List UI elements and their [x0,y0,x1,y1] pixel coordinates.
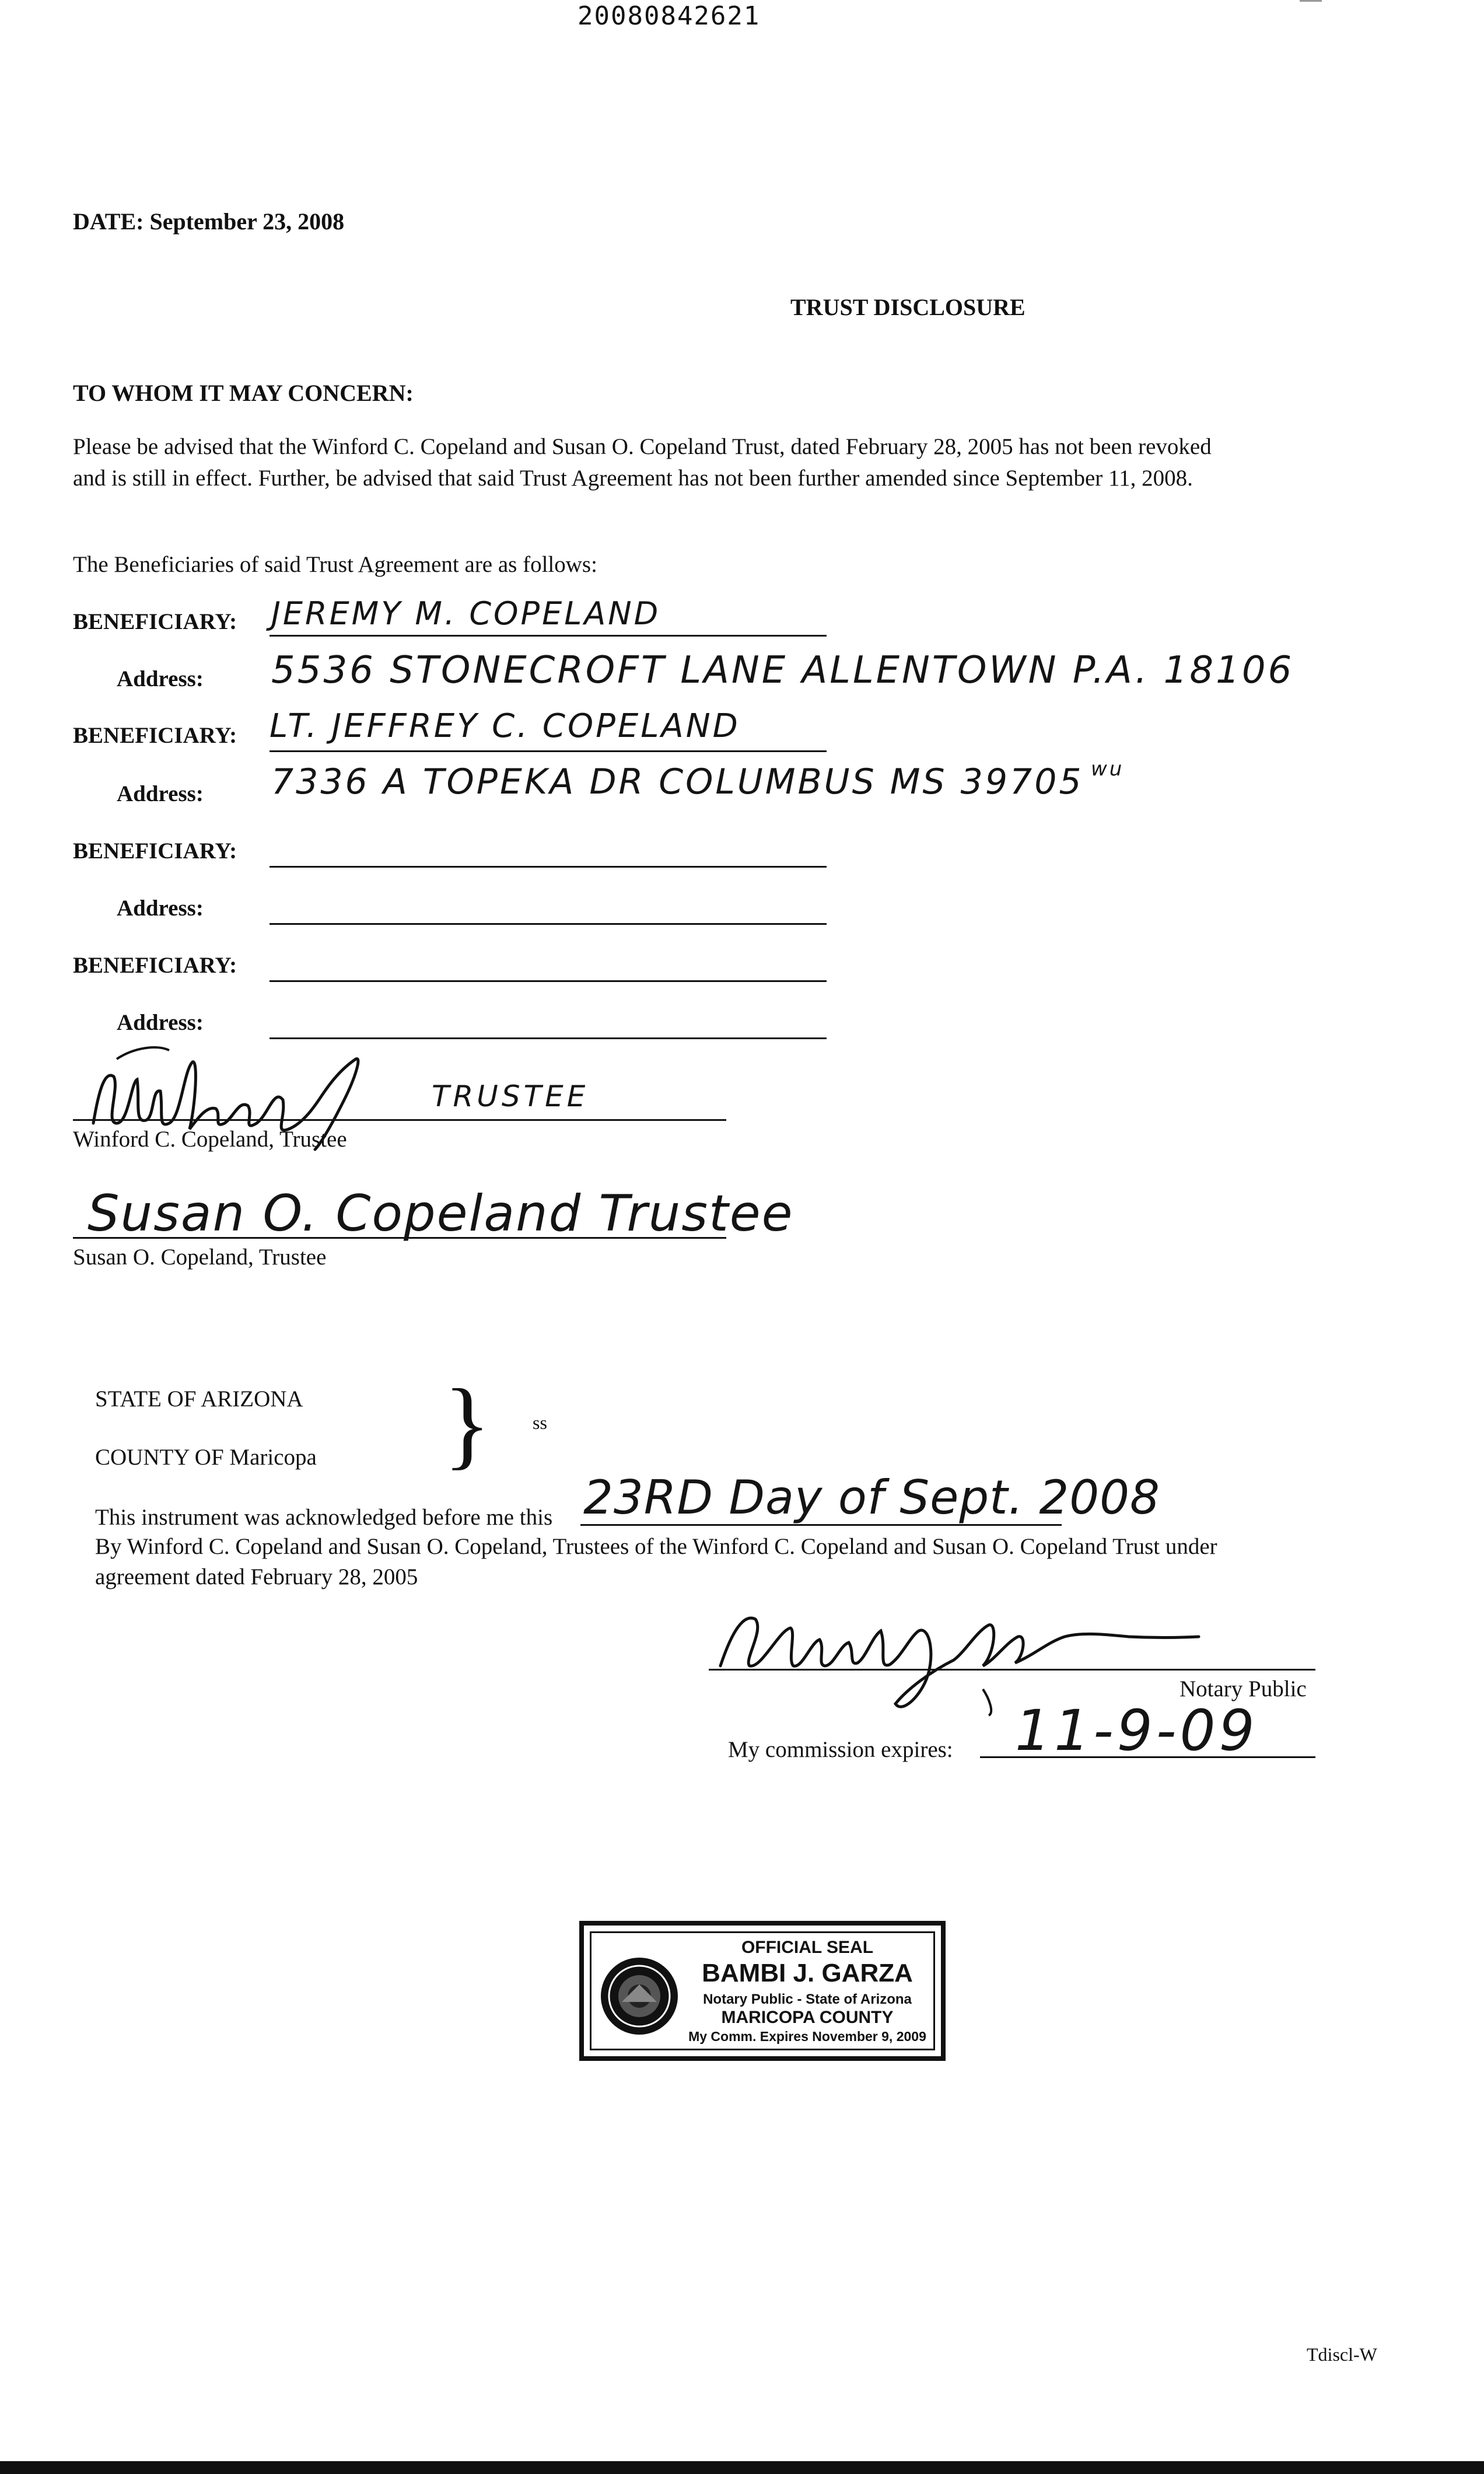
acknowledged-text: This instrument was acknowledged before me this [95,1505,553,1530]
beneficiary-label: BENEFICIARY: [73,838,237,864]
beneficiaries-intro: The Beneficiaries of said Trust Agreement are as follows: [73,552,597,577]
document-title: TRUST DISCLOSURE [790,294,1026,320]
county-line: COUNTY OF Maricopa [95,1445,317,1470]
winford-caption: Winford C. Copeland, Trustee [73,1127,347,1152]
address-label: Address: [117,896,204,921]
state-seal-icon [598,1955,680,2037]
footer-code: Tdiscl-W [1307,2344,1377,2365]
notary-public-label: Notary Public [1180,1676,1307,1701]
beneficiary-label: BENEFICIARY: [73,609,237,634]
beneficiary-label: BENEFICIARY: [73,723,237,748]
body-line-1: Please be advised that the Winford C. Copeland and Susan O. Copeland Trust, dated February 28, 2005 has not been revoked [73,434,1212,459]
address-correction: wu [1091,757,1125,781]
commission-expires-value: 11-9-09 [1015,1698,1258,1763]
susan-signature: Susan O. Copeland Trustee [88,1184,794,1243]
beneficiary-4-name-line [270,980,827,982]
beneficiary-3-address-line [270,923,827,925]
seal-line-5: My Comm. Expires November 9, 2009 [688,2029,926,2044]
address-label: Address: [117,666,204,691]
official-seal [579,1921,946,2061]
susan-signature-line [73,1237,726,1239]
beneficiary-2-address: 7336 A TOPEKA DR COLUMBUS MS 39705 [271,761,1084,802]
document-number: 20080842621 [578,1,761,31]
beneficiary-1-name: JEREMY M. COPELAND [271,595,661,632]
commission-expires-line [980,1756,1315,1758]
seal-line-2: BAMBI J. GARZA [702,1959,913,1987]
beneficiary-label: BENEFICIARY: [73,953,237,978]
body-line-2: and is still in effect. Further, be advised that said Trust Agreement has not been further amended since September 11, 2008. [73,466,1193,491]
scan-edge-bar [0,2461,1484,2474]
susan-caption: Susan O. Copeland, Trustee [73,1245,327,1270]
corner-mark [1300,0,1322,2]
ss-mark: ss [533,1412,547,1433]
commission-expires-label: My commission expires: [728,1737,953,1762]
seal-border [590,1931,935,2050]
acknowledgment-date: 23RD Day of Sept. 2008 [583,1470,1160,1525]
seal-line-4: MARICOPA COUNTY [721,2008,894,2027]
address-label: Address: [117,1010,204,1035]
trustee-handwritten: TRUSTEE [432,1079,589,1113]
beneficiary-2-name: LT. JEFFREY C. COPELAND [270,707,740,745]
acknowledgment-date-line [580,1524,1062,1526]
state-line: STATE OF ARIZONA [95,1386,303,1411]
salutation: TO WHOM IT MAY CONCERN: [73,380,414,406]
beneficiary-3-name-line [270,866,827,868]
by-line-2: agreement dated February 28, 2005 [95,1564,418,1589]
seal-line-1: OFFICIAL SEAL [741,1938,874,1957]
beneficiary-1-address: 5536 STONECROFT LANE ALLENTOWN P.A. 18106 [271,649,1294,692]
by-line-1: By Winford C. Copeland and Susan O. Copeland, Trustees of the Winford C. Copeland and Susan O. Copeland Trust under [95,1534,1217,1559]
brace-icon: } [443,1369,491,1479]
date-line: DATE: September 23, 2008 [73,208,345,235]
winford-signature-line [73,1119,726,1121]
address-label: Address: [117,781,204,806]
seal-line-3: Notary Public - State of Arizona [703,1991,912,2007]
notary-signature-line [709,1669,1315,1671]
beneficiary-1-name-line [270,635,827,637]
beneficiary-2-name-line [270,750,827,752]
